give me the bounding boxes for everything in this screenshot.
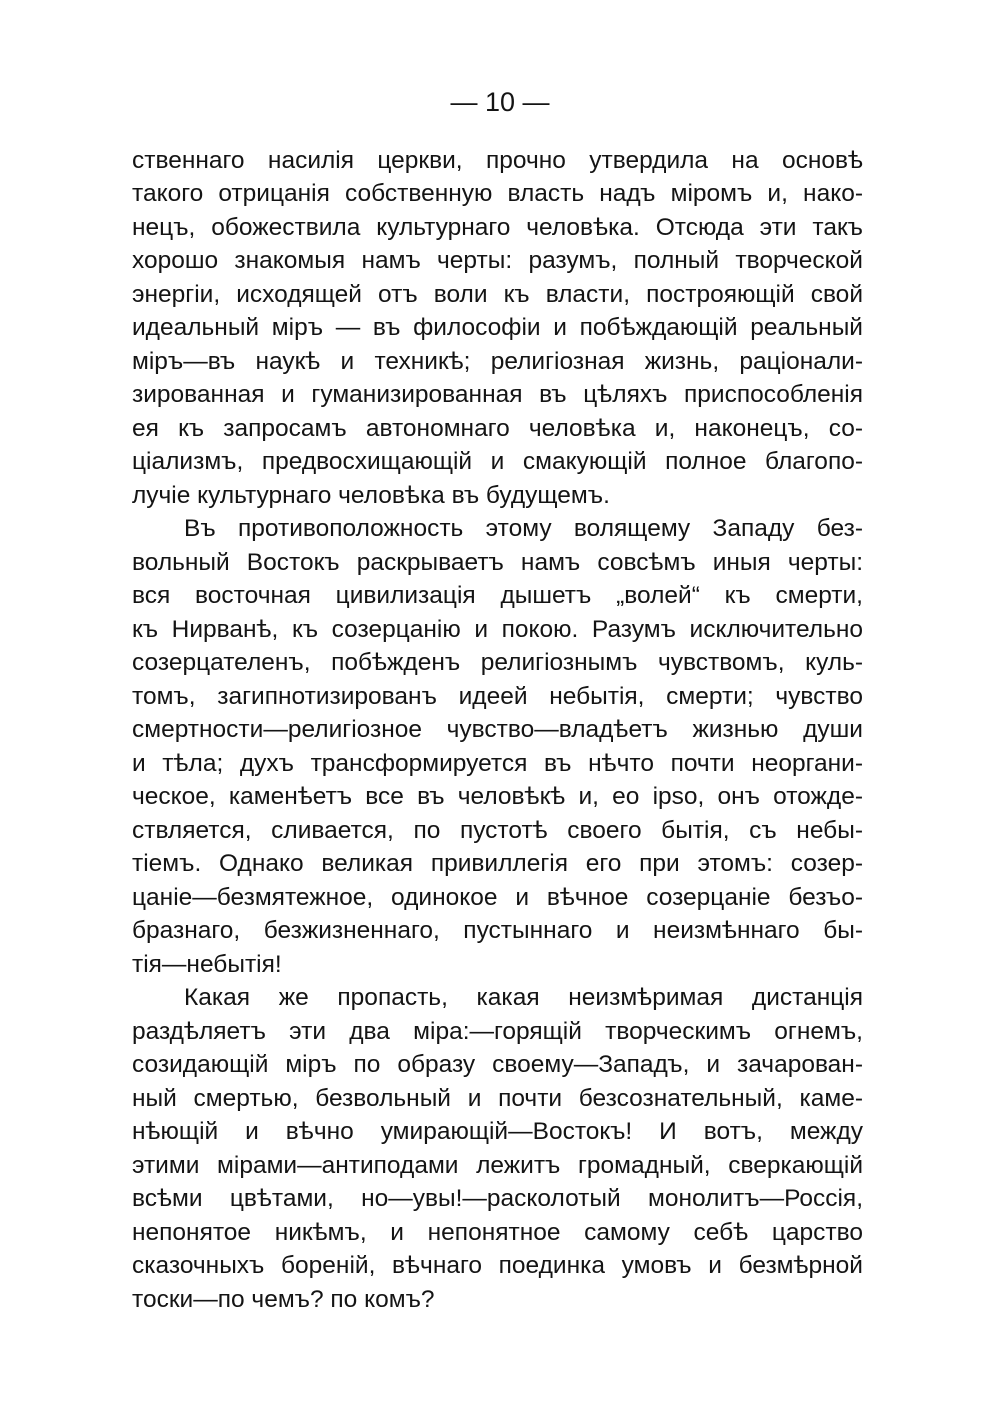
text-line: энергіи, исходящей отъ воли къ власти, построяющій свой	[132, 281, 863, 308]
text-line: идеальный міръ — въ философіи и побѣждающій реальный	[132, 314, 863, 341]
text-line: ческое, каменѣетъ все въ человѣкѣ и, eo ipso, онъ отожде-	[132, 783, 863, 810]
text-line: ціализмъ, предвосхищающій и смакующій полное благопо-	[132, 448, 863, 475]
text-line: бразнаго, безжизненнаго, пустыннаго и неизмѣннаго бы-	[132, 917, 863, 944]
text-line: міръ—въ наукѣ и техникѣ; религіозная жизнь, раціонали-	[132, 348, 863, 375]
text-line: нѣющій и вѣчно умирающій—Востокъ! И вотъ, между	[132, 1118, 863, 1145]
text-line: нецъ, обожествила культурнаго человѣка. Отсюда эти такъ	[132, 214, 863, 241]
text-line: тіемъ. Однако великая привиллегія его при этомъ: созер-	[132, 850, 863, 877]
text-line: смертности—религіозное чувство—владѣетъ жизнью души	[132, 716, 863, 743]
text-line: и тѣла; духъ трансформируется въ нѣчто почти неоргани-	[132, 750, 863, 777]
text-line: непонятое никѣмъ, и непонятное самому себѣ царство	[132, 1219, 863, 1246]
text-line: созерцателенъ, побѣжденъ религіознымъ чувствомъ, куль-	[132, 649, 863, 676]
text-line: къ Нирванѣ, къ созерцанію и покою. Разумъ исключительно	[132, 616, 863, 643]
text-line: созидающій міръ по образу своему—Западъ, и зачарован-	[132, 1051, 863, 1078]
text-line: вся восточная цивилизація дышетъ „волей“ къ смерти,	[132, 582, 863, 609]
text-line: томъ, загипнотизированъ идеей небытія, смерти; чувство	[132, 683, 863, 710]
page-number: — 10 —	[450, 87, 550, 117]
text-line: хорошо знакомыя намъ черты: разумъ, полный творческой	[132, 247, 863, 274]
text-line: зированная и гуманизированная въ цѣляхъ приспособленія	[132, 381, 863, 408]
text-line: тія—небытія!	[132, 951, 282, 978]
text-line: ея къ запросамъ автономнаго человѣка и, наконецъ, со-	[132, 415, 863, 442]
text-line: Какая же пропасть, какая неизмѣримая дистанція	[184, 984, 863, 1011]
text-line: ственнаго насилія церкви, прочно утвердила на основѣ	[132, 147, 863, 174]
text-line: лучіе культурнаго человѣка въ будущемъ.	[132, 482, 610, 509]
text-line: такого отрицанія собственную власть надъ міромъ и, нако-	[132, 180, 863, 207]
text-line: ствляется, сливается, по пустотѣ своего бытія, съ небы-	[132, 817, 863, 844]
text-line: этими мірами—антиподами лежитъ громадный, сверкающій	[132, 1152, 863, 1179]
text-line: раздѣляетъ эти два міра:—горящій творческимъ огнемъ,	[132, 1018, 863, 1045]
text-line: тоски—по чемъ? по комъ?	[132, 1286, 435, 1313]
text-line: ный смертью, безвольный и почти безсознательный, каме-	[132, 1085, 863, 1112]
text-line: всѣми цвѣтами, но—увы!—расколотый монолитъ—Россія,	[132, 1185, 863, 1212]
text-line: сказочныхъ бореній, вѣчнаго поединка умовъ и безмѣрной	[132, 1252, 863, 1279]
text-line: Въ противоположность этому волящему Западу без-	[184, 515, 863, 542]
text-line: цаніе—безмятежное, одинокое и вѣчное созерцаніе безъо-	[132, 884, 863, 911]
text-line: вольный Востокъ раскрываетъ намъ совсѣмъ иныя черты:	[132, 549, 863, 576]
